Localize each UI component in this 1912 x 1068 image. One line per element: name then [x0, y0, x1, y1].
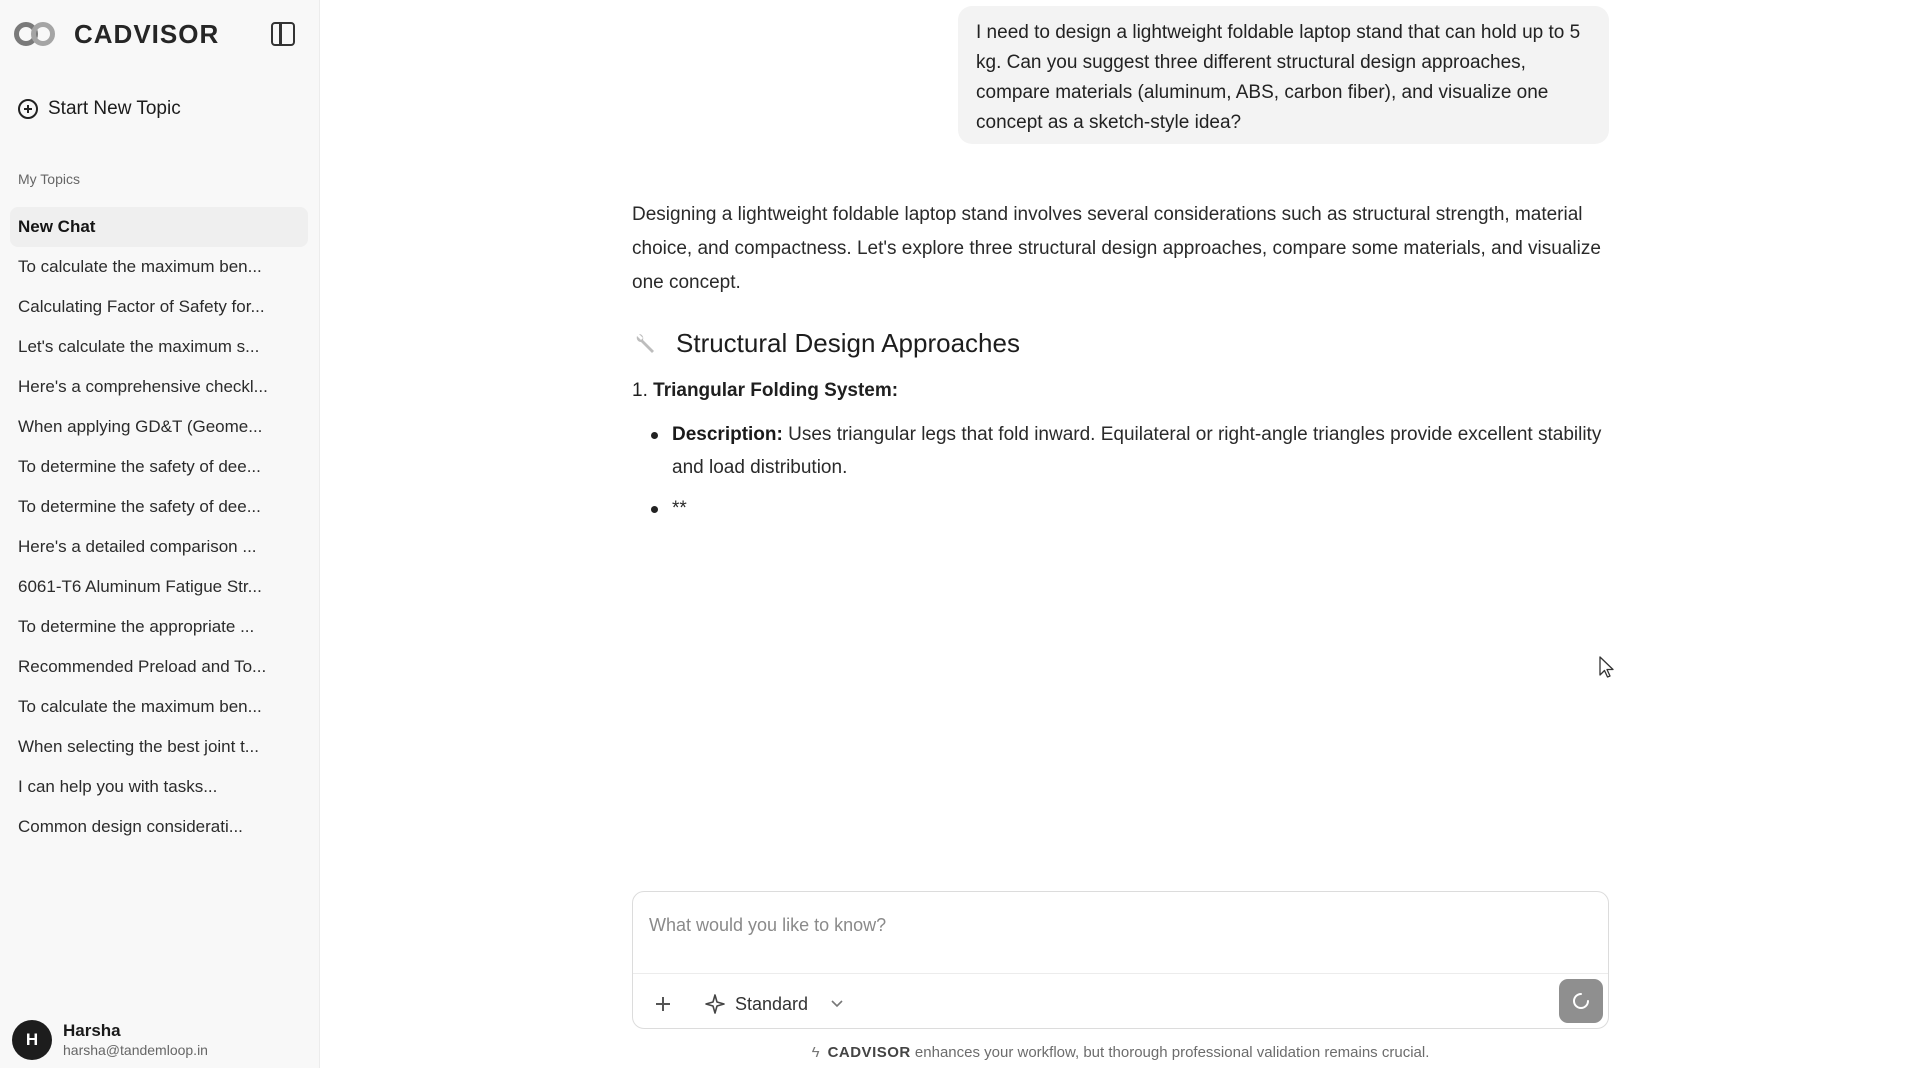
assistant-response [632, 198, 1632, 533]
topic-item[interactable]: Here's a detailed comparison ... [18, 537, 257, 556]
section-heading: Structural Design Approaches [676, 327, 1020, 358]
topic-item[interactable]: I can help you with tasks... [18, 777, 218, 796]
start-new-topic-label: Start New Topic [48, 98, 181, 119]
section-heading-row [632, 322, 1632, 364]
bullet-text: ** [672, 498, 687, 519]
topic-item[interactable]: When selecting the best joint t... [18, 737, 259, 756]
bullet-item [672, 492, 1632, 525]
footer-brand: CADVISOR [827, 1044, 911, 1061]
add-attachment-button[interactable] [647, 988, 679, 1020]
user-email: harsha@tandemloop.in [63, 1042, 208, 1058]
numbered-item [632, 376, 1632, 406]
footer-text: enhances your workflow, but thorough professional validation remains crucial. [910, 1044, 1430, 1061]
loading-spinner-icon [1570, 990, 1592, 1012]
footer-disclaimer [632, 1044, 1609, 1061]
topic-item[interactable]: To calculate the maximum ben... [18, 257, 262, 276]
avatar: H [12, 1020, 52, 1060]
brand [14, 18, 219, 50]
topic-item[interactable]: Common design considerati... [18, 817, 243, 836]
item-title: Triangular Folding System: [653, 380, 899, 401]
topic-item[interactable]: When applying GD&T (Geome... [18, 417, 263, 436]
topic-item[interactable]: To calculate the maximum ben... [18, 697, 262, 716]
bullet-text: Uses triangular legs that fold inward. Equilateral or right-angle triangles provide excellent stability and load distribution. [672, 424, 1602, 478]
chevron-down-icon [830, 999, 844, 1009]
message-input[interactable] [649, 908, 1549, 942]
response-intro: Designing a lightweight foldable laptop stand involves several considerations such as structural strength, material choice, and compactness. Let's explore three structural design approaches, compare some materials, and visualize one concept. [632, 204, 1601, 293]
topic-item-new-chat[interactable]: New Chat [10, 207, 308, 247]
bullet-item [672, 418, 1632, 484]
mouse-cursor-icon [1599, 656, 1617, 680]
my-topics-label: My Topics [18, 171, 80, 187]
topic-item[interactable]: Recommended Preload and To... [18, 657, 267, 676]
bolt-icon: ϟ [811, 1044, 820, 1061]
topic-item[interactable]: To determine the safety of dee... [18, 457, 261, 476]
bullet-label: Description: [672, 424, 783, 445]
topic-item[interactable]: Calculating Factor of Safety for... [18, 297, 265, 316]
mode-label: Standard [735, 993, 809, 1014]
sidebar [0, 0, 320, 1068]
user-message-bubble: I need to design a lightweight foldable laptop stand that can hold up to 5 kg. Can you suggest three different structural design approaches, compare materials (aluminum, ABS, carbon fiber), and visualize one concept as a sketch-style idea? [958, 6, 1609, 144]
topic-item[interactable]: To determine the appropriate ... [18, 617, 255, 636]
wrench-icon [632, 329, 660, 357]
brand-name: CADVISOR [74, 18, 220, 49]
topic-item[interactable]: Let's calculate the maximum s... [18, 337, 260, 356]
plus-circle-icon [18, 99, 38, 119]
item-number: 1. [632, 380, 648, 401]
topic-item[interactable]: To determine the safety of dee... [18, 497, 261, 516]
start-new-topic-button[interactable] [18, 98, 181, 120]
send-button[interactable] [1559, 979, 1603, 1023]
logo-icon [14, 18, 58, 50]
mode-select[interactable] [705, 986, 844, 1022]
user-name: Harsha [63, 1021, 121, 1040]
sidebar-toggle-icon[interactable] [271, 22, 295, 46]
message-composer [632, 891, 1609, 1029]
sparkle-icon [705, 994, 725, 1014]
topic-list [10, 207, 308, 847]
composer-divider [633, 973, 1608, 974]
user-profile[interactable] [12, 1020, 208, 1060]
bullet-list [672, 418, 1632, 525]
topic-item[interactable]: 6061-T6 Aluminum Fatigue Str... [18, 577, 262, 596]
topic-item[interactable]: Here's a comprehensive checkl... [18, 377, 268, 396]
